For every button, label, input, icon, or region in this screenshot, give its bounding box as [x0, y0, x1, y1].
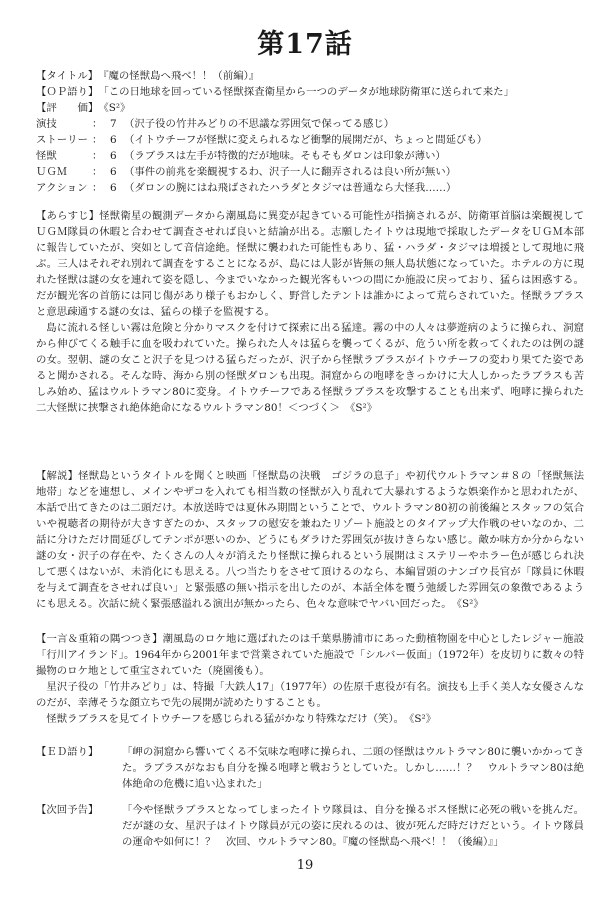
- title-row: [36, 68, 584, 84]
- rating-item-comment: （沢子役の竹井みどりの不思議な雰囲気で保ってる感じ）: [124, 118, 395, 130]
- rating-item-label: アクション: [36, 182, 88, 194]
- trivia-paragraph: 【一言＆重箱の隅つつき】潮風島のロケ地に選ばれたのは千葉県勝浦市にあった動植物園を中心としたレジャー施設「行川アイランド」。1964年から2001年まで営業されていた施設で「シルバー仮面」（1972年）を皮切りに数々の特撮物のロケ地として重宝されていた（廃園後も）。: [36, 633, 584, 677]
- episode-meta: [36, 68, 584, 196]
- rating-item-score: 6: [110, 150, 117, 162]
- rating-item-label: ストーリー: [36, 134, 88, 146]
- commentary-paragraph: 【解説】怪獣島というタイトルを聞くと映画「怪獣島の決戦 ゴジラの息子」や初代ウルトラマン＃８の「怪獣無法地帯」などを連想し、メインやザコを入れても相当数の怪獣が入り乱れて大暴れするような娯楽作かと思われたが、本話で出てきたのは二頭だけ。本放送時では夏休み期間ということで、ウルトラマン80初の前後編とスタッフの気合いや視聴者の期待が大きすぎたのか、スタッフの慰安を兼ねたリゾート施設とのタイアップ大作戦のせいなのか、二話に分けただけ間延びしてテンポが悪いのか、どうにもダラけた雰囲気が抜けきらない感じ。敵か味方か分からない謎の女・沢子の存在や、たくさんの人々が消えたり怪獣に操られるという展開はミステリーやホラー色が感じられ決して悪くはないが、未消化にも思える。八つ当たりをさせて頂けるのなら、本編冒頭のナンゴウ長官が「隊員に休暇を与えて調査をさせれば良い」と緊張感の無い指示を出したのが、本話全体を覆う弛緩した雰囲気の象徴であるようにも思える。次話に続く緊張感溢れる演出が無かったら、色々な意味でヤバい回だった。 《S²》: [36, 470, 584, 610]
- closing-section: [36, 744, 584, 860]
- rating-value: 《S²》: [98, 102, 131, 114]
- synopsis-paragraph: 島に流れる怪しい霧は危険と分かりマスクを付けて探索に出る猛達。霧の中の人々は夢遊病のように操られ、洞窟から伸びてくる触手に血を吸われていた。操られた人々は猛らを襲ってくるが、危うい所を救ってくれたのは例の謎の女。翌朝、謎の女こと沢子を見つける猛らだったが、沢子から怪獣ラブラスがイトウチーフの変わり果てた姿であると聞かされる。そんな時、海から別の怪獣ダロンも出現。洞窟からの咆哮をきっかけに大人しかったラブラスも苦しみ始め、猛はウルトラマン80に変身。イトウチーフである怪獣ラブラスを攻撃することも出来ず、咆哮に操られた二大怪獣に挟撃され絶体絶命になるウルトラマン80！＜つづく＞ 《S²》: [36, 322, 584, 414]
- rating-item-label: 怪獣: [36, 150, 57, 162]
- rating-item-label: ＵＧＭ: [36, 166, 68, 178]
- rating-item-comment: （ダロンの腕にはね飛ばされたハラダとタジマは普通なら大怪我……）: [124, 182, 457, 194]
- commentary-section: [36, 468, 584, 612]
- ed-text: 「岬の洞窟から響いてくる不気味な咆哮に操られ、二頭の怪獣はウルトラマン80に襲いかかってきた。ラブラスがなおも自分を操る咆哮と戦おうとしていた。しかし……！？ ウルトラマン80は絶体絶命の危機に追い込まれた」: [122, 746, 584, 790]
- next-label: 【次回予告】: [36, 804, 99, 816]
- next-text: 「今や怪獣ラブラスとなってしまったイトウ隊員は、自分を操るボス怪獣に必死の戦いを挑んだ。だが謎の女、星沢子はイトウ隊員が元の姿に戻れるのは、彼が死んだ時だけだという。イトウ隊員の運命や如何に！？ 次回、ウルトラマン80。『魔の怪獣島へ飛べ！！（後編）』」: [122, 804, 584, 848]
- op-value: 「この日地球を回っている怪獣探査衛星から一つのデータが地球防衛軍に送られて来た」: [98, 86, 514, 98]
- episode-title: 第17話: [257, 29, 353, 60]
- synopsis-paragraph: 【あらすじ】怪獣衛星の観測データから潮風島に異変が起きている可能性が指摘されるが、防衛軍首脳は楽観視してＵＧＭ隊員の休暇と合わせて調査させれば良いと結論が出る。志願したイトウは現地で採取したデータをＵＧＭ本部に報告していたが、突如として音信途絶。怪獣に襲われた可能性もあり、猛・ハラダ・タジマは増援として現地に飛ぶ。三人はそれぞれ別れて調査をすることになるが、島には人影が皆無の無人島状態になっていた。ホテルの方に現れた怪獣は謎の女を連れて姿を隠し、今までいなかった観光客もいつの間にか施設に戻っており、猛らは困惑する。だが観光客の首筋には同じ傷があり様子もおかしく、野営したテントは誰かによって荒らされていた。怪獣ラブラスと意思疎通する謎の女は、猛らの様子を監視する。: [36, 210, 584, 318]
- rating-item-score: 6: [110, 182, 117, 194]
- rating-item: 怪獣 ： 6 （ラブラスは左手が特徴的だが地味。そもそもダロンは印象が薄い）: [36, 150, 446, 162]
- rating-row: [36, 100, 584, 116]
- rating-item: 演技 ： 7 （沢子役の竹井みどりの不思議な雰囲気で保ってる感じ）: [36, 118, 395, 130]
- synopsis-section: [36, 208, 584, 416]
- title-value: 『魔の怪獣島へ飛べ！！（前編）』: [98, 70, 260, 82]
- ed-narration: [36, 744, 584, 792]
- page-number: 19: [296, 858, 314, 873]
- rating-item: ストーリー ： 6 （イトウチーフが怪獣に変えられるなど衝撃的展開だが、ちょっと間延びも）: [36, 134, 488, 146]
- title-label: 【タイトル】: [36, 70, 99, 82]
- rating-item-label: 演技: [36, 118, 57, 130]
- next-preview: [36, 802, 584, 850]
- op-label: 【ＯＰ語り】: [36, 86, 99, 98]
- rating-item-score: 7: [110, 118, 117, 130]
- rating-item: ＵＧＭ ： 6 （事件の前兆を楽観視するわ、沢子一人に翻弄されるは良い所が無い）: [36, 166, 457, 178]
- ed-label: 【ＥＤ語り】: [36, 746, 99, 758]
- rating-item-comment: （イトウチーフが怪獣に変えられるなど衝撃的展開だが、ちょっと間延びも）: [124, 134, 488, 146]
- rating-item: アクション ： 6 （ダロンの腕にはね飛ばされたハラダとタジマは普通なら大怪我……）: [36, 182, 457, 194]
- rating-item-comment: （事件の前兆を楽観視するわ、沢子一人に翻弄されるは良い所が無い）: [124, 166, 457, 178]
- op-row: [36, 84, 584, 100]
- trivia-section: [36, 631, 584, 727]
- ratings-list: [36, 116, 584, 196]
- trivia-paragraph: 星沢子役の「竹井みどり」は、特撮「大鉄人17」（1977年）の佐原千恵役が有名。演技も上手く美人な女優さんなのだが、幸薄そうな顔立ちで先の展開が読めたりすることも。: [36, 681, 584, 709]
- trivia-paragraph: 怪獣ラブラスを見てイトウチーフを感じられる猛がかなり特殊なだけ（笑）。 《S²》: [46, 713, 437, 725]
- rating-item-comment: （ラブラスは左手が特徴的だが地味。そもそもダロンは印象が薄い）: [124, 150, 446, 162]
- rating-item-score: 6: [110, 134, 117, 146]
- rating-label: 【評 価】: [36, 102, 99, 114]
- rating-item-score: 6: [110, 166, 117, 178]
